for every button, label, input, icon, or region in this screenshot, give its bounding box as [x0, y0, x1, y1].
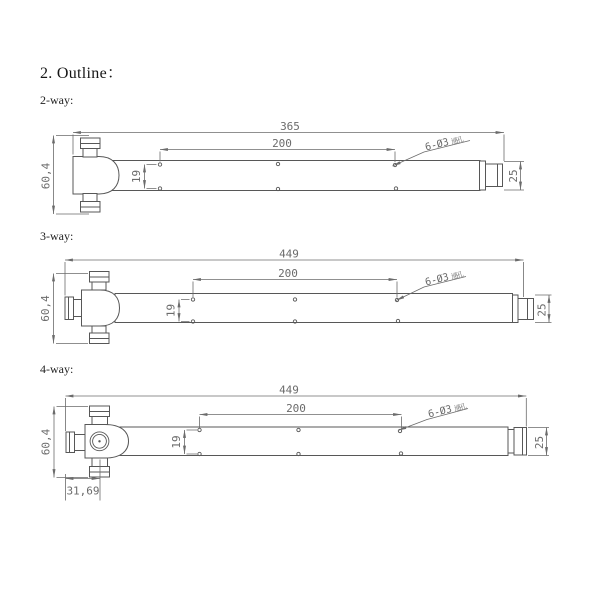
hole-callout-3way: 6-Ø3 [424, 271, 451, 289]
dim-port-4way: 25 [533, 435, 546, 450]
connector-right-3way [513, 295, 534, 323]
connector-bottom-2way [81, 194, 101, 213]
connector-left-4way [66, 432, 85, 453]
body-2way [73, 157, 119, 195]
dim-height-2way: 60,4 [39, 162, 53, 190]
dim-offset-4way: 31,69 [66, 484, 100, 498]
connector-top-3way [90, 272, 110, 291]
hole-callout-4way: 6-Ø3 [427, 403, 454, 421]
connector-bottom-4way [90, 458, 110, 477]
bar-2way [108, 161, 480, 191]
hole-callout-suffix-4way: 通孔 [453, 402, 467, 414]
drawing-3way [39, 248, 552, 344]
dim-inner-4way: 200 [286, 402, 306, 415]
connector-right-4way [508, 428, 527, 456]
dim-port-3way: 25 [535, 303, 549, 317]
front-connector-4way [90, 432, 109, 451]
hole-callout-suffix-2way: 通孔 [450, 135, 464, 147]
dim-inner-3way: 200 [278, 267, 298, 280]
section-label-4way: 4-way: [40, 362, 74, 376]
connector-top-4way [90, 406, 110, 425]
connector-right-2way [480, 161, 503, 190]
section-label-3way: 3-way: [40, 229, 74, 243]
drawing-2way [40, 120, 525, 214]
hole-callout-suffix-3way: 通孔 [450, 270, 464, 282]
dim-overall-3way: 449 [279, 247, 299, 261]
page-title: 2. Outline： [40, 65, 124, 82]
connector-bottom-3way [90, 326, 110, 344]
dim-hole-spacing-2way: 19 [130, 169, 143, 184]
connector-top-2way [81, 138, 101, 157]
dim-height-3way: 60,4 [39, 295, 52, 322]
hole-callout-2way: 6-Ø3 [424, 136, 451, 154]
dim-port-2way: 25 [507, 169, 520, 183]
dim-height-4way: 60,4 [39, 428, 53, 456]
body-3way [82, 290, 120, 326]
dim-hole-spacing-4way: 19 [170, 435, 183, 449]
section-label-2way: 2-way: [40, 93, 74, 107]
dim-overall-2way: 365 [280, 120, 300, 133]
dim-overall-4way: 449 [279, 383, 299, 397]
connector-left-3way [65, 297, 82, 320]
dim-hole-spacing-3way: 19 [164, 303, 178, 318]
dim-inner-2way: 200 [272, 137, 292, 150]
drawing-4way [40, 384, 550, 501]
